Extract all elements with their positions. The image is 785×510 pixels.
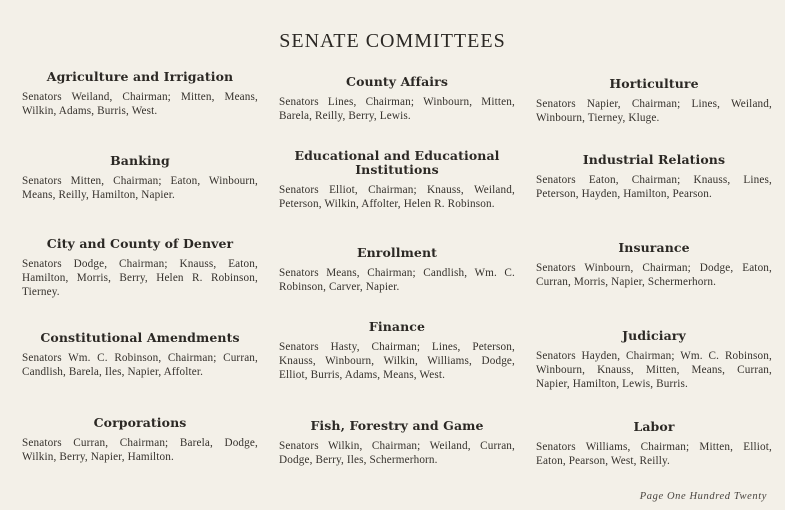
committee-insurance [536, 241, 772, 289]
committee-labor [536, 420, 772, 468]
committee-name: City and County of Denver [46, 236, 234, 251]
committee-members: Senators Napier, Chairman; Lines, Weiland, Winbourn, Tierney, Kluge. [536, 98, 772, 125]
committee-finance [279, 320, 515, 383]
committee-constitutional-amendments [22, 331, 258, 379]
committee-county-affairs [279, 75, 515, 123]
committee-members: Senators Curran, Chairman; Barela, Dodge, Wilkin, Berry, Napier, Hamilton. [22, 437, 258, 464]
committee-agriculture-and-irrigation [22, 70, 258, 118]
committee-name: Insurance [618, 240, 690, 255]
committee-enrollment [279, 246, 515, 294]
committee-name: County Affairs [346, 74, 448, 89]
committee-city-and-county-of-denver [22, 237, 258, 300]
committee-name: Agriculture and Irrigation [46, 69, 234, 84]
committee-members: Senators Lines, Chairman; Winbourn, Mitten, Barela, Reilly, Berry, Lewis. [279, 96, 515, 123]
committee-corporations [22, 416, 258, 464]
committee-name: Finance [368, 319, 426, 334]
committee-name: Judiciary [622, 328, 686, 343]
committee-name: Horticulture [609, 76, 699, 91]
committee-members: Senators Elliot, Chairman; Knauss, Weiland, Peterson, Wilkin, Affolter, Helen R. Robinson. [279, 184, 515, 211]
committee-members: Senators Wilkin, Chairman; Weiland, Curran, Dodge, Berry, Iles, Schermerhorn. [279, 440, 515, 467]
committee-name: Constitutional Amendments [40, 330, 240, 345]
committee-members: Senators Wm. C. Robinson, Chairman; Curran, Candlish, Barela, Iles, Napier, Affolter. [22, 352, 258, 379]
committee-industrial-relations [536, 153, 772, 201]
page-title: SENATE COMMITTEES [279, 30, 506, 52]
committee-members: Senators Williams, Chairman; Mitten, Elliot, Eaton, Pearson, West, Reilly. [536, 441, 772, 468]
committee-name: Banking [110, 153, 170, 168]
committee-members: Senators Means, Chairman; Candlish, Wm. C. Robinson, Carver, Napier. [279, 267, 515, 294]
page-footer: Page One Hundred Twenty [639, 491, 767, 502]
committee-members: Senators Hasty, Chairman; Lines, Peterson, Knauss, Winbourn, Wilkin, Williams, Dodge, Elliot, Burris, Adams, Means, West. [279, 341, 515, 382]
committee-members: Senators Dodge, Chairman; Knauss, Eaton, Hamilton, Morris, Berry, Helen R. Robinson, Tierney. [22, 258, 258, 299]
committee-name: Fish, Forestry and Game [310, 418, 484, 433]
committee-name: Educational and Educational Institutions [294, 148, 500, 177]
committee-name: Enrollment [356, 245, 438, 260]
committee-name: Industrial Relations [582, 152, 726, 167]
committee-judiciary [536, 329, 772, 392]
committee-name: Labor [633, 419, 675, 434]
committee-fish-forestry-and-game [279, 419, 515, 467]
committee-members: Senators Winbourn, Chairman; Dodge, Eaton, Curran, Morris, Napier, Schermerhorn. [536, 262, 772, 289]
committee-members: Senators Eaton, Chairman; Knauss, Lines, Peterson, Hayden, Hamilton, Pearson. [536, 174, 772, 201]
committee-educational-and-educational-institutions [279, 149, 515, 211]
committee-members: Senators Mitten, Chairman; Eaton, Winbourn, Means, Reilly, Hamilton, Napier. [22, 175, 258, 202]
committee-name: Corporations [93, 415, 187, 430]
committee-horticulture [536, 77, 772, 125]
committee-banking [22, 154, 258, 202]
committee-members: Senators Hayden, Chairman; Wm. C. Robinson, Winbourn, Knauss, Mitten, Means, Curran, Napier, Hamilton, Lewis, Burris. [536, 350, 772, 391]
committee-members: Senators Weiland, Chairman; Mitten, Means, Wilkin, Adams, Burris, West. [22, 91, 258, 118]
